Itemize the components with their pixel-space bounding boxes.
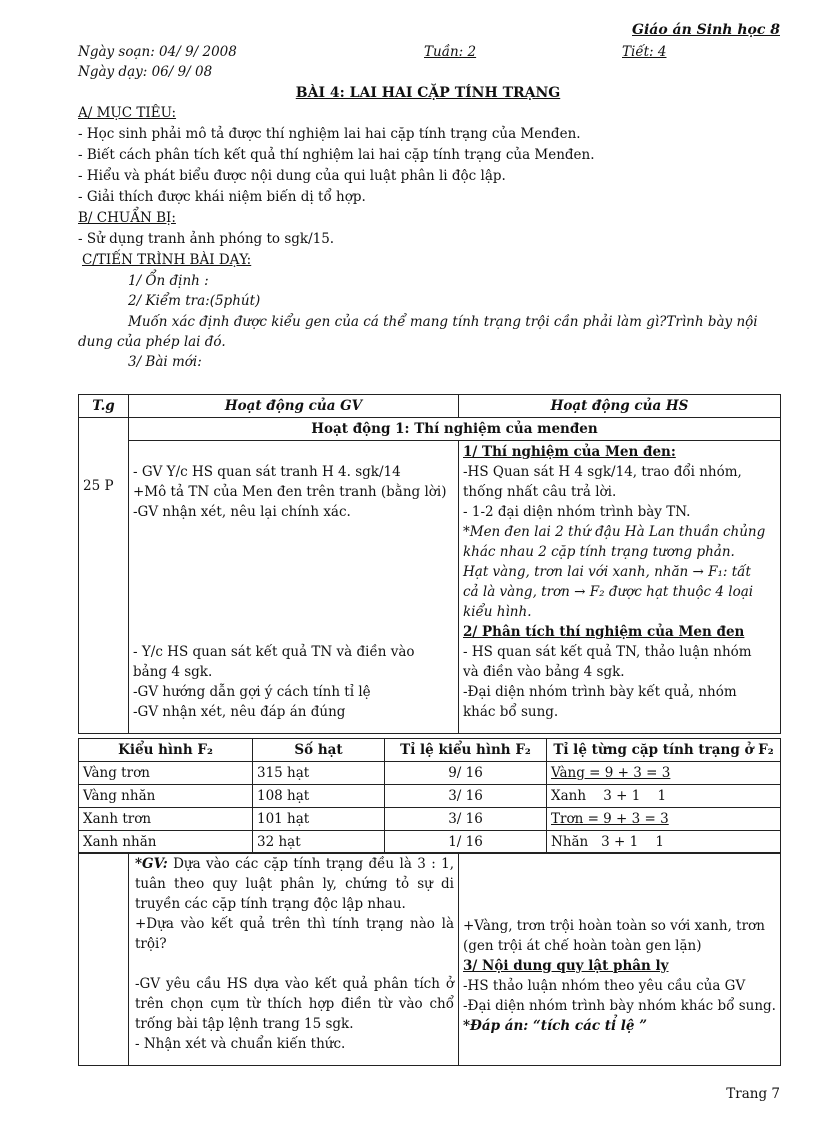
hs-line: -Đại diện nhóm trình bày kết quả, nhóm — [463, 684, 737, 700]
phenotype-cell: Xanh trơn — [79, 808, 253, 831]
hs-heading: 2/ Phân tích thí nghiệm của Men đen — [463, 624, 745, 640]
activity-table-continued — [78, 852, 781, 1066]
hs-line: *Men đen lai 2 thứ đậu Hà Lan thuần chủng — [463, 524, 766, 540]
activity-table — [78, 394, 781, 734]
objective-item: - Học sinh phải mô tả được thí nghiệm lai hai cặp tính trạng của Menđen. — [78, 126, 581, 142]
lesson-title: BÀI 4: LAI HAI CẶP TÍNH TRẠNG — [295, 85, 561, 101]
phenotype-cell: Vàng trơn — [79, 762, 253, 785]
gv-line: +Mô tả TN của Men đen trên tranh (bằng lời) — [133, 484, 447, 500]
objective-item: - Giải thích được khái niệm biến dị tổ hợp. — [78, 189, 366, 205]
activity-1-title: Hoạt động 1: Thí nghiệm của menđen — [129, 418, 781, 441]
question-line-2: dung của phép lai đó. — [78, 334, 226, 350]
date-taught: Ngày dạy: 06/ 9/ 08 — [78, 64, 213, 80]
gv-paragraph: +Dựa vào kết quả trên thì tính trạng nào là trội? — [135, 916, 454, 952]
gv-paragraph: - Nhận xét và chuẩn kiến thức. — [135, 1036, 346, 1052]
hs-line: Hạt vàng, trơn lai với xanh, nhăn → F₁: tất — [463, 564, 751, 580]
results-header: Số hạt — [253, 739, 385, 762]
pair-ratio-cell: Nhăn 3 + 1 1 — [547, 831, 781, 854]
ratio-cell: 9/ 16 — [385, 762, 547, 785]
hs-line: khác nhau 2 cặp tính trạng tương phản. — [463, 544, 735, 560]
hs-heading: 1/ Thí nghiệm của Men đen: — [463, 444, 676, 460]
objective-item: - Hiểu và phát biểu được nội dung của qui luật phân li độc lập. — [78, 168, 506, 184]
ratio-cell: 3/ 16 — [385, 808, 547, 831]
page-number: Trang 7 — [726, 1086, 780, 1102]
question-line-1: Muốn xác định được kiểu gen của cá thể mang tính trạng trội cần phải làm gì?Trình bày nội — [128, 314, 758, 330]
preparation-item: - Sử dụng tranh ảnh phóng to sgk/15. — [78, 231, 335, 247]
pair-ratio-cell: Vàng = 9 + 3 = 3 — [547, 762, 781, 785]
results-table — [78, 738, 781, 854]
phenotype-cell: Vàng nhăn — [79, 785, 253, 808]
gv-paragraph: *GV: Dựa vào các cặp tính trạng đều là 3 : 1, tuân theo quy luật phân ly, chứng tỏ sự di truyền các cặp tính trạng độc lập nhau. — [135, 856, 454, 912]
gv-line: - GV Y/c HS quan sát tranh H 4. sgk/14 — [133, 464, 401, 480]
hs-line: và điền vào bảng 4 sgk. — [463, 664, 625, 680]
hs-paragraph: +Vàng, trơn trội hoàn toàn so với xanh, trơn (gen trội át chế hoàn toàn gen lặn) — [463, 918, 765, 954]
hs-line: - 1-2 đại diện nhóm trình bày TN. — [463, 504, 691, 520]
gv-line: bảng 4 sgk. — [133, 664, 213, 680]
time-cell — [79, 853, 129, 1066]
date-prepared: Ngày soạn: 04/ 9/ 2008 — [78, 44, 237, 60]
count-cell: 315 hạt — [253, 762, 385, 785]
step-1: 1/ Ổn định : — [128, 273, 209, 289]
col-student: Hoạt động của HS — [459, 395, 781, 418]
time-cell: 25 P — [79, 418, 129, 734]
ratio-cell: 1/ 16 — [385, 831, 547, 854]
table-row — [79, 785, 781, 808]
count-cell: 32 hạt — [253, 831, 385, 854]
student-activity — [459, 853, 781, 1066]
hs-line: kiểu hình. — [463, 604, 532, 620]
hs-line: cả là vàng, trơn → F₂ được hạt thuộc 4 loại — [463, 584, 754, 600]
teacher-activity — [129, 853, 459, 1066]
results-header: Tỉ lệ kiểu hình F₂ — [385, 739, 547, 762]
period: Tiết: 4 — [622, 44, 667, 60]
count-cell: 108 hạt — [253, 785, 385, 808]
hs-line: khác bổ sung. — [463, 704, 559, 720]
results-header: Kiểu hình F₂ — [79, 739, 253, 762]
col-teacher: Hoạt động của GV — [129, 395, 459, 418]
step-3: 3/ Bài mới: — [128, 354, 202, 370]
col-time: T.g — [79, 395, 129, 418]
section-c-heading: C/TIẾN TRÌNH BÀI DẠY: — [82, 252, 252, 268]
count-cell: 101 hạt — [253, 808, 385, 831]
student-activity — [459, 441, 781, 734]
gv-line: - Y/c HS quan sát kết quả TN và điền vào — [133, 644, 415, 660]
week: Tuần: 2 — [424, 44, 477, 60]
hs-heading: 3/ Nội dung quy lật phân ly — [463, 958, 669, 974]
objective-item: - Biết cách phân tích kết quả thí nghiệm lai hai cặp tính trạng của Menđen. — [78, 147, 595, 163]
hs-line: - HS quan sát kết quả TN, thảo luận nhóm — [463, 644, 752, 660]
table-row — [79, 831, 781, 854]
hs-line: thống nhất câu trả lời. — [463, 484, 617, 500]
ratio-cell: 3/ 16 — [385, 785, 547, 808]
phenotype-cell: Xanh nhăn — [79, 831, 253, 854]
section-a-heading: A/ MỤC TIÊU: — [78, 105, 177, 121]
pair-ratio-cell: Xanh 3 + 1 1 — [547, 785, 781, 808]
table-row — [79, 762, 781, 785]
step-2: 2/ Kiểm tra:(5phút) — [128, 293, 261, 309]
gv-line: -GV hướng dẫn gợi ý cách tính tỉ lệ — [133, 684, 371, 700]
hs-paragraph: -HS thảo luận nhóm theo yêu cầu của GV — [463, 978, 746, 994]
gv-paragraph: -GV yêu cầu HS dựa vào kết quả phân tích ở trên chọn cụm từ thích hợp điền từ vào chổ trống bài tập lệnh trang 15 sgk. — [135, 976, 454, 1032]
answer: *Đáp án: “tích các tỉ lệ ” — [463, 1018, 647, 1034]
teacher-activity — [129, 441, 459, 734]
gv-line: -GV nhận xét, nêu đáp án đúng — [133, 704, 346, 720]
gv-line: -GV nhận xét, nêu lại chính xác. — [133, 504, 351, 520]
subject-header: Giáo án Sinh học 8 — [632, 22, 780, 38]
section-b-heading: B/ CHUẨN BỊ: — [78, 210, 176, 226]
results-header: Tỉ lệ từng cặp tính trạng ở F₂ — [547, 739, 781, 762]
table-row — [79, 808, 781, 831]
pair-ratio-cell: Trơn = 9 + 3 = 3 — [547, 808, 781, 831]
hs-line: -HS Quan sát H 4 sgk/14, trao đổi nhóm, — [463, 464, 742, 480]
hs-paragraph: -Đại diện nhóm trình bày nhóm khác bổ sung. — [463, 998, 776, 1014]
